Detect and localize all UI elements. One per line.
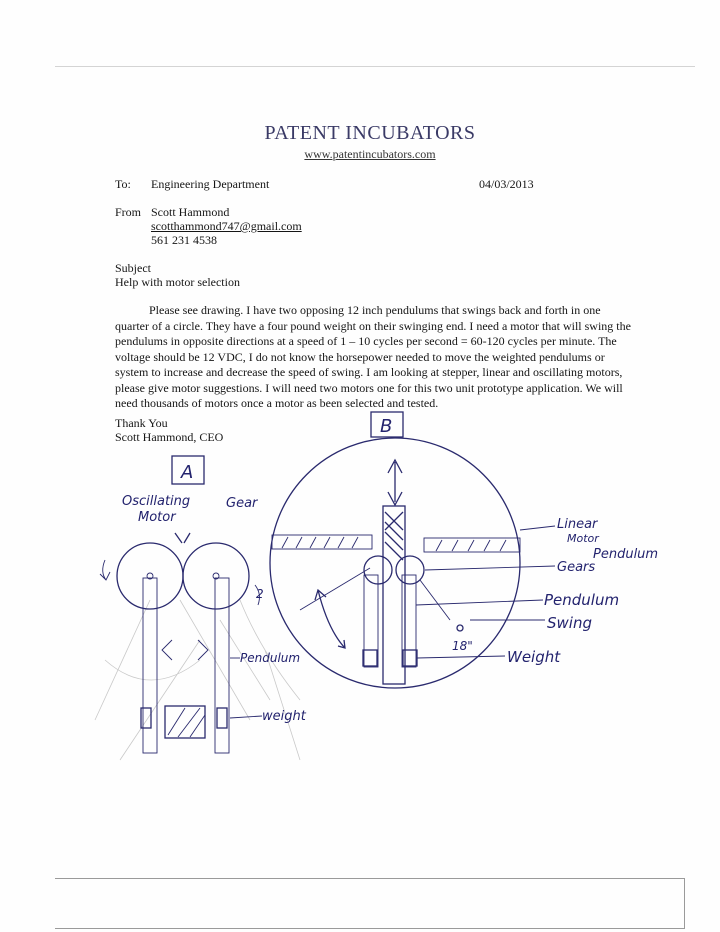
linear-label: Linear	[557, 517, 598, 532]
left-weight-b	[363, 650, 377, 666]
signature: Scott Hammond, CEO	[115, 430, 224, 444]
gear-label: Gear	[226, 496, 258, 511]
right-pendulum-b	[402, 575, 416, 667]
weight-label-b: Weight	[507, 648, 561, 666]
subject-value: Help with motor selection	[115, 275, 240, 289]
pendulum-gears-label-2: Gears	[557, 560, 596, 575]
num-2: 2	[256, 587, 264, 601]
left-track	[272, 535, 372, 549]
vertical-motion-arrow	[388, 460, 402, 505]
to-value: Engineering Department	[151, 177, 270, 191]
linear-motor-leader	[520, 526, 555, 530]
weight-hatching	[168, 708, 205, 737]
motor-label-a: Motor	[138, 510, 176, 525]
company-website: www.patentincubators.com	[304, 147, 436, 161]
center-weight-block	[165, 706, 205, 738]
to-label: To:	[115, 177, 131, 191]
gear-wheel	[183, 543, 249, 609]
erased-pencil-marks	[95, 600, 300, 760]
pendulum-label-a: Pendulum	[240, 651, 301, 665]
swing-arrows-a	[162, 640, 208, 660]
right-arm-weight	[217, 708, 227, 728]
weight-leader-a	[230, 716, 262, 718]
right-pendulum-gear	[396, 556, 424, 584]
company-name: PATENT INCUBATORS	[264, 122, 476, 144]
motor-wheel	[117, 543, 183, 609]
mesh-arrow	[175, 533, 190, 543]
pendulum-gears-label-1: Pendulum	[593, 547, 659, 562]
oscillating-label: Oscillating	[122, 494, 191, 509]
gears-leader	[425, 566, 555, 570]
left-arm-weight	[141, 708, 151, 728]
left-pendulum-arm	[143, 578, 157, 753]
from-label: From	[115, 205, 142, 219]
pendulum-label-b: Pendulum	[544, 591, 620, 609]
from-name: Scott Hammond	[151, 205, 230, 219]
from-email: scotthammond747@gmail.com	[151, 219, 302, 233]
pivot-dot	[457, 625, 463, 631]
memo-date: 04/03/2013	[479, 177, 534, 191]
weight-leader-b	[417, 656, 505, 658]
weight-label-a: weight	[262, 709, 306, 724]
length-label: 18"	[452, 639, 473, 653]
rod-hatching	[385, 512, 403, 560]
closing: Thank You	[115, 416, 168, 430]
rotation-arrow-left	[100, 560, 110, 580]
subject-label: Subject	[115, 261, 151, 275]
motor-label-b: Motor	[567, 532, 599, 545]
swing-label: Swing	[547, 614, 592, 632]
memo-body: Please see drawing. I have two opposing 12 inch pendulums that swings back and forth in one quarter of a circle. They have a four pound weight on their swinging end. I need a motor that will swing the pendulums in opposite directions at a speed of 1 – 10 cycles per second = 60-120 cycles per minute. The voltage should be 12 VDC, I do not know the horsepower needed to move the weighted pendulums or system to increase and decrease the speed of swing. I am looking at stepper, linear and oscillating motors, please give motor suggestions. I will need two motors one for this two unit prototype application. We will need thousands of motors once a motor as been selected and tested.	[115, 303, 631, 410]
left-pendulum-b	[364, 575, 378, 667]
label-b: B	[380, 416, 393, 437]
drawing-a	[100, 456, 307, 753]
from-phone: 561 231 4538	[151, 233, 217, 247]
label-a: A	[181, 462, 194, 483]
drawing-b	[270, 412, 658, 688]
